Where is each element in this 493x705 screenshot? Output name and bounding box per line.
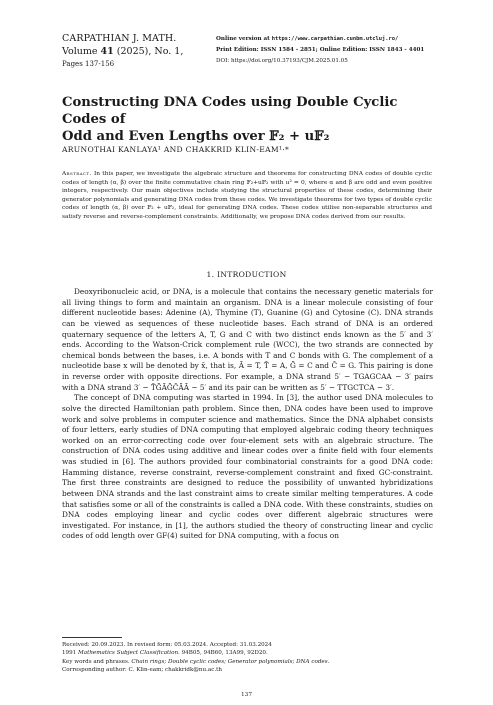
online-label: Online version at (216, 36, 272, 42)
online-version (216, 34, 436, 45)
page-number: 137 (240, 692, 253, 698)
publication-info (216, 34, 436, 67)
body-text (62, 287, 433, 542)
msc-classification (62, 649, 432, 657)
msc-label: Mathematics Subject Classification. (78, 650, 180, 657)
volume-suffix: (2025), No. 1, (113, 45, 184, 57)
keywords-text: Chain rings; Double cyclic codes; Generator polynomials; DNA codes. (129, 658, 330, 665)
author-list: ARUNOTHAI KANLAYA¹ AND CHAKKRID KLIN-EAM¹·* (62, 145, 290, 154)
title-line-1: Constructing DNA Codes using Double Cyclic Codes of (62, 95, 398, 127)
volume-prefix: Volume (62, 45, 101, 57)
journal-pages: Pages 137-156 (62, 60, 115, 68)
section-heading: 1. INTRODUCTION (206, 270, 287, 279)
issn-line: Print Edition: ISSN 1584 - 2851; Online Edition: ISSN 1843 - 4401 (216, 47, 425, 53)
footnotes (62, 641, 432, 674)
corresponding-author: Corresponding author: C. Klin-eam; chakkridk@nu.ac.th (62, 666, 223, 673)
keywords-label: Key words and phrases. (62, 658, 130, 665)
abstract-label: Abstract. (62, 171, 92, 177)
online-url-link[interactable]: https://www.carpathian.cunbm.utcluj.ro/ (271, 36, 399, 42)
paragraph: Deoxyribonucleic acid, or DNA, is a molecule that contains the necessary genetic materials for all living things to form and maintain an organism. DNA is a linear molecule consisting of four different nucleotide bases: Adenine (A), Thymine (T), Guanine (G) and Cytosine (C). DNA strands can be viewed as sequences of these nucleotide bases. Each strand of DNA is an ordered quaternary sequence of the letters A, T, G and C with two distinct ends known as the 5′ and 3′ ends. According to the Watson-Crick complement rule (WCC), the two strands are connected by chemical bonds between the bases, i.e. A bonds with T and C bonds with G. The complement of a nucleotide base x will be denoted by x̄, that is, Ā = T, T̄ = A, Ḡ = C and C̄ = G. This pairing is done in reverse order with opposite directions. For example, a DNA strand 5′ − TGAGCAA − 3′ pairs with a DNA strand 3′ − T̄ḠĀḠC̄ĀĀ − 5′ and its pair can be written as 5′ − TTGCTCA − 3′. (62, 287, 433, 392)
journal-name: CARPATHIAN J. MATH. (62, 33, 177, 44)
abstract-text: In this paper, we investigate the algebraic structure and theorems for constructing DNA codes of double cyclic codes of length (α, β) over the finite commutative chain ring 𝔽₂+u𝔽₂ with u² = 0, where α and β are odd and even positive integers, respectively. Our main objectives include studying the structural properties of these codes, determining their generator polynomials and generating DNA codes from these codes. We investigate theorems for two types of double cyclic codes of length (α, β) over 𝔽₂ + u𝔽₂, ideal for generating DNA codes. These codes utilise non-separable structures and satisfy reverse and reverse-complement constraints. Additionally, we propose DNA codes derived from our results. (62, 171, 432, 220)
paper-title (62, 94, 442, 145)
msc-codes: 94B05, 94B60, 13A99, 92D20. (179, 650, 268, 657)
doi-link[interactable]: DOI: https://doi.org/10.37193/CJM.2025.01.05 (216, 58, 348, 64)
msc-prefix: 1991 (62, 650, 79, 657)
abstract (62, 170, 432, 222)
footnote-rule (62, 637, 122, 638)
received-dates: Received: 20.09.2023. In revised form: 05.03.2024. Accepted: 31.03.2024 (62, 642, 272, 648)
journal-header (62, 33, 212, 70)
keywords (62, 658, 432, 666)
title-line-2: Odd and Even Lengths over 𝔽₂ + u𝔽₂ (62, 129, 330, 144)
journal-volume (62, 46, 212, 59)
paragraph: The concept of DNA computing was started in 1994. In [3], the author used DNA molecules to solve the directed Hamiltonian path problem. Since then, DNA codes have been used to improve work and solve problems in computer science and mathematics. Since the DNA alphabet consists of four letters, early studies of DNA computing that employed algebraic coding theory techniques worked on an error-correcting code over four-element sets with an algebraic structure. The construction of DNA codes using additive and linear codes over a finite field with four elements was studied in [6]. The authors provided four combinatorial constraints for a good DNA code: Hamming distance, reverse constraint, reverse-complement constraint and fixed GC-constraint. The first three constraints are designed to reduce the possibility of unwanted hybridizations between DNA strands and the last constraint aims to create similar melting temperatures. A code that satisfies some or all of the constraints is called a DNA code. With these constraints, studies on DNA codes employing linear and cyclic codes over different algebraic structures were investigated. For instance, in [1], the authors studied the theory of constructing linear and cyclic codes of odd length over GF(4) suited for DNA computing, with a focus on (62, 393, 433, 541)
volume-number: 41 (100, 45, 114, 57)
